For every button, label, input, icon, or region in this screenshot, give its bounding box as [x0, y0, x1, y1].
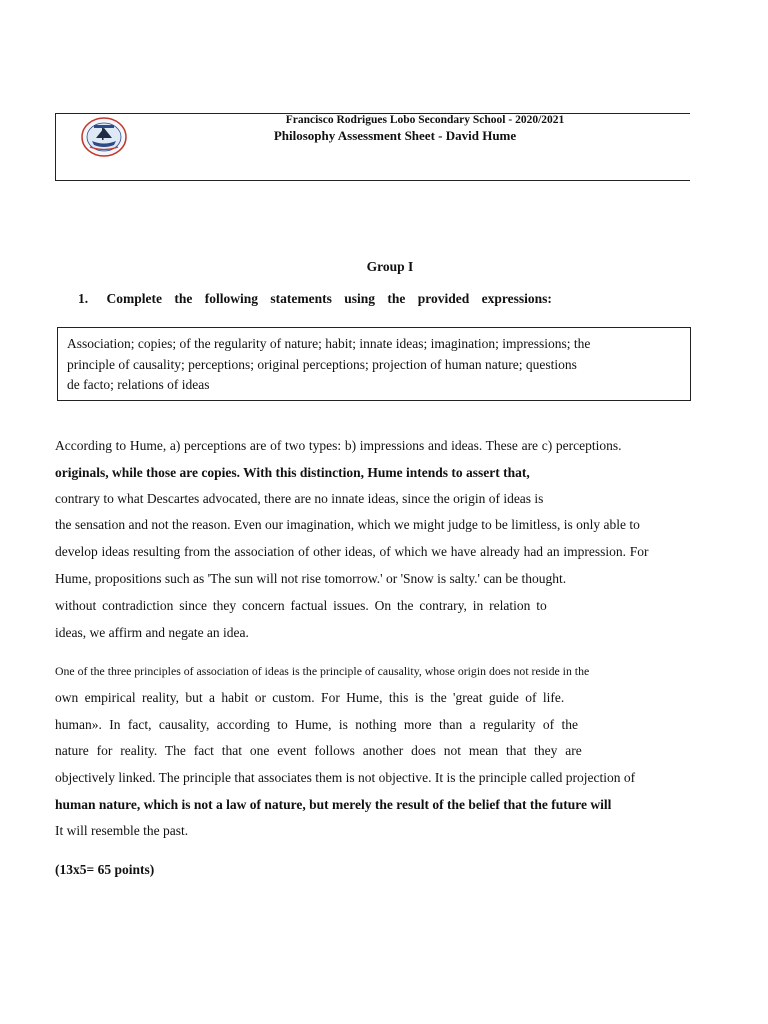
paragraph-2-line: human nature, which is not a law of nature, but merely the result of the belief that the future will: [55, 797, 612, 812]
paragraph-1-line: the sensation and not the reason. Even our imagination, which we might judge to be limitless, is only able to: [55, 517, 640, 532]
paragraph-1-line: contrary to what Descartes advocated, there are no innate ideas, since the origin of ideas is: [55, 491, 544, 506]
paragraph-2-line: human». In fact, causality, according to Hume, is nothing more than a regularity of the: [55, 717, 578, 732]
school-name: Francisco Rodrigues Lobo Secondary School - 2020/2021: [285, 114, 565, 126]
school-crest-icon: [80, 116, 128, 158]
paragraph-2-line: objectively linked. The principle that associates them is not objective. It is the principle called projection of: [55, 770, 636, 785]
paragraph-1-line: without contradiction since they concern factual issues. On the contrary, in relation to: [55, 598, 547, 613]
sheet-title: Philosophy Assessment Sheet - David Hume: [273, 128, 517, 143]
paragraph-1-line: ideas, we affirm and negate an idea.: [55, 625, 249, 640]
question-number: 1.: [78, 291, 89, 306]
expressions-line: principle of causality; perceptions; original perceptions; projection of human nature; questions: [67, 356, 577, 372]
paragraph-1-line: originals, while those are copies. With this distinction, Hume intends to assert that,: [55, 465, 530, 480]
expressions-line: Association; copies; of the regularity of nature; habit; innate ideas; imagination; impressions; the: [67, 336, 591, 351]
paragraph-2-line: One of the three principles of association of ideas is the principle of causality, whose origin does not reside in the: [55, 664, 590, 678]
points-total: (13x5= 65 points): [55, 862, 155, 877]
paragraph-1-line: Hume, propositions such as 'The sun will not rise tomorrow.' or 'Snow is salty.' can be thought.: [55, 571, 567, 586]
expressions-box: [57, 327, 691, 401]
paragraph-1-line: develop ideas resulting from the association of other ideas, of which we have already had an impression. For: [55, 544, 649, 559]
paragraph-2-line: It will resemble the past.: [55, 823, 189, 838]
question-1: [78, 291, 552, 307]
paragraph-1-line: According to Hume, a) perceptions are of two types: b) impressions and ideas. These are c) perceptions.: [55, 438, 622, 453]
paragraph-2-line: own empirical reality, but a habit or custom. For Hume, this is the 'great guide of life.: [55, 690, 565, 705]
expressions-line: de facto; relations of ideas: [67, 377, 210, 392]
question-text: Complete the following statements using the provided expressions:: [106, 291, 552, 306]
group-title: Group I: [366, 259, 414, 274]
paragraph-2-line: nature for reality. The fact that one event follows another does not mean that they are: [55, 743, 582, 758]
